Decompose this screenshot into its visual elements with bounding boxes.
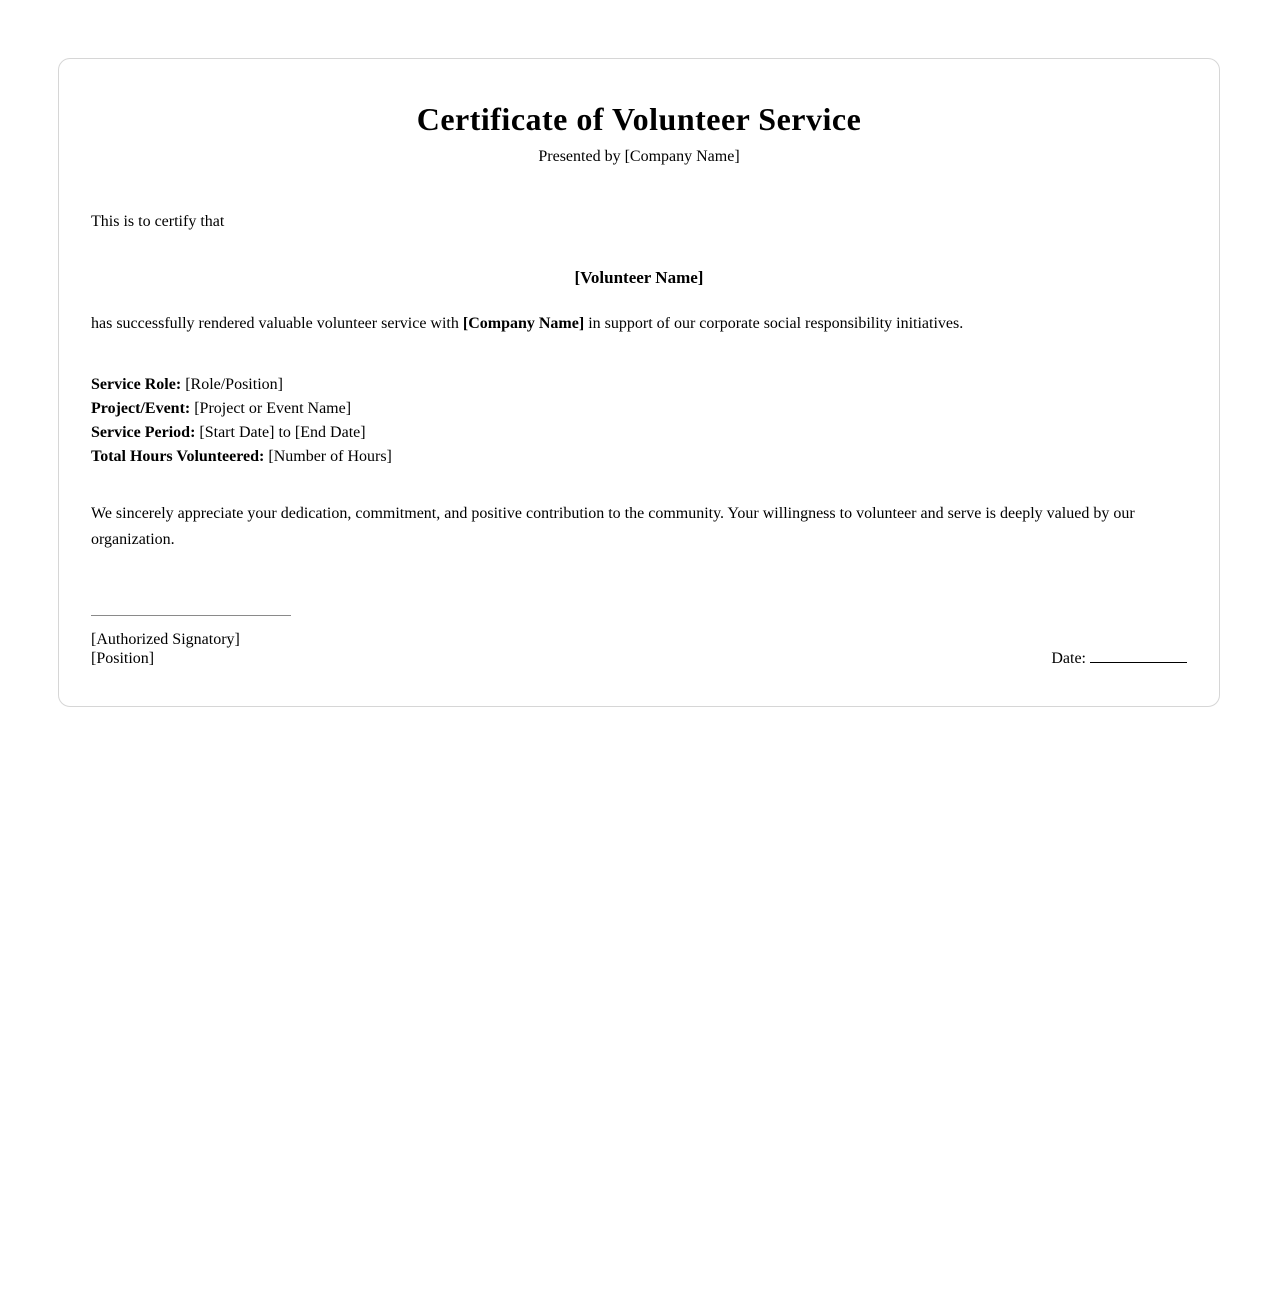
certificate-body-paragraph <box>91 311 1187 337</box>
detail-value: [Number of Hours] <box>268 447 392 465</box>
detail-label: Service Role: <box>91 375 182 393</box>
certificate-title: Certificate of Volunteer Service <box>416 101 862 137</box>
detail-value: [Project or Event Name] <box>194 399 352 417</box>
company-name-placeholder: [Company Name] <box>462 314 585 332</box>
detail-row-project-event <box>91 397 1187 421</box>
certificate-subtitle: Presented by [Company Name] <box>538 147 740 165</box>
signature-line <box>91 615 291 616</box>
date-block <box>1051 647 1187 668</box>
certificate-card <box>58 58 1220 707</box>
authorized-signatory-placeholder: [Authorized Signatory] <box>91 631 240 648</box>
certificate-footer <box>91 615 1187 668</box>
detail-value: [Role/Position] <box>185 375 283 393</box>
detail-value: [Start Date] to [End Date] <box>199 423 366 441</box>
detail-label: Project/Event: <box>91 399 191 417</box>
date-fill-line <box>1090 647 1187 663</box>
volunteer-name-placeholder: [Volunteer Name] <box>574 267 704 287</box>
service-details-block <box>91 373 1187 469</box>
date-label: Date: <box>1051 650 1086 667</box>
detail-row-service-role <box>91 373 1187 397</box>
detail-label: Total Hours Volunteered: <box>91 447 265 465</box>
body-text-suffix: in support of our corporate social responsibility initiatives. <box>588 314 964 332</box>
body-text-prefix: has successfully rendered valuable volunteer service with <box>91 314 459 332</box>
certify-intro-text: This is to certify that <box>91 212 225 230</box>
detail-row-total-hours <box>91 445 1187 469</box>
detail-row-service-period <box>91 421 1187 445</box>
appreciation-paragraph: We sincerely appreciate your dedication, commitment, and positive contribution to the community. Your willingness to volunteer and serve is deeply valued by our organization. <box>91 504 1135 548</box>
signature-block <box>91 615 291 668</box>
signatory-position-placeholder: [Position] <box>91 650 155 667</box>
detail-label: Service Period: <box>91 423 196 441</box>
